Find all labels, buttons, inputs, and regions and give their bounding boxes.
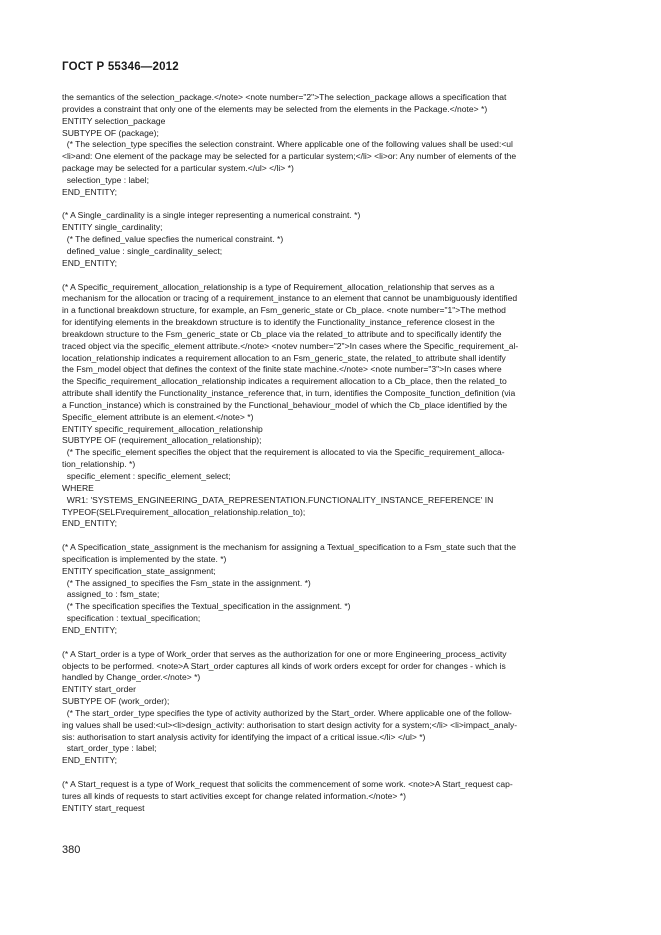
blank-line bbox=[62, 199, 597, 211]
text-line: assigned_to : fsm_state; bbox=[62, 589, 160, 600]
document-body bbox=[62, 92, 597, 814]
text-line: (* A Single_cardinality is a single integer representing a numerical constraint. *) bbox=[62, 210, 361, 221]
text-line: tures all kinds of requests to start activities except for change related information.</note> *) bbox=[62, 790, 406, 801]
text-line: ing values shall be used:<ul><li>design_activity: authorisation to start design activity for a system;</li> <li>impact_analy- bbox=[62, 719, 518, 730]
text-line: traced object via the specific_element attribute.</note> <notev number="2">In cases where the Specific_requirement_al- bbox=[62, 340, 519, 351]
text-line: specific_element : specific_element_select; bbox=[62, 471, 231, 481]
text-line: SUBTYPE OF (package); bbox=[62, 127, 159, 138]
text-line: SUBTYPE OF (work_order); bbox=[62, 696, 170, 707]
text-line: ENTITY specification_state_assignment; bbox=[62, 565, 216, 576]
text-line: the Fsm_model object that defines the context of the finite state machine.</note> <note number="3">In cases where bbox=[62, 364, 502, 375]
text-line: (* The defined_value specfies the numerical constraint. *) bbox=[62, 234, 284, 245]
text-line: SUBTYPE OF (requirement_allocation_relationship); bbox=[62, 435, 262, 446]
text-line: (* A Start_order is a type of Work_order that serves as the authorization for one or more Engineering_process_activity bbox=[62, 648, 507, 659]
page-number: 380 bbox=[62, 844, 81, 856]
blank-line bbox=[62, 530, 597, 542]
text-line: ENTITY start_request bbox=[62, 802, 145, 813]
blank-line bbox=[62, 637, 597, 649]
text-line: END_ENTITY; bbox=[62, 186, 118, 197]
text-line: for identifying elements in the breakdown structure is to identify the Functionality_instance_reference closest in the bbox=[62, 317, 495, 328]
text-line: WR1: 'SYSTEMS_ENGINEERING_DATA_REPRESENTATION.FUNCTIONALITY_INSTANCE_REFERENCE' IN bbox=[62, 494, 494, 505]
text-line: provides a constraint that only one of the elements may be selected from the elements in the Package.</note> *) bbox=[62, 103, 488, 114]
text-line: sis: authorisation to start analysis activity for identifying the impact of a critical issue.</li> </ul> *) bbox=[62, 731, 426, 742]
text-line: a Function_instance) which is constrained by the Functional_behaviour_model of which the Cb_place identified by the bbox=[62, 399, 508, 410]
text-line: handled by Change_order.</note> *) bbox=[62, 672, 201, 683]
text-line: Specific_element attribute is an element.</note> *) bbox=[62, 411, 254, 422]
text-line: specification : textual_specification; bbox=[62, 613, 201, 624]
text-line: END_ENTITY; bbox=[62, 755, 118, 766]
text-line: location_relationship indicates a requirement allocation to an Fsm_generic_state, the related_to attribute shall identify bbox=[62, 352, 506, 363]
text-line: in a functional breakdown structure, for example, an Fsm_generic_state or Cb_place. <note number="1">The method bbox=[62, 305, 506, 316]
text-line: ENTITY single_cardinality; bbox=[62, 222, 163, 233]
text-line: selection_type : label; bbox=[62, 174, 149, 185]
text-line: WHERE bbox=[62, 482, 94, 493]
text-line: objects to be performed. <note>A Start_order captures all kinds of work orders except for order for changes - which is bbox=[62, 660, 506, 671]
text-line: (* The start_order_type specifies the type of activity authorized by the Start_order. Where applicable one of the follow- bbox=[62, 707, 512, 718]
text-line: END_ENTITY; bbox=[62, 257, 118, 268]
blank-line bbox=[62, 767, 597, 779]
text-line: the semantics of the selection_package.</note> <note number="2">The selection_package allows a specification that bbox=[62, 92, 507, 102]
text-line: ENTITY selection_package bbox=[62, 115, 166, 126]
text-line: (* A Specific_requirement_allocation_relationship is a type of Requirement_allocation_relationship that serves as a bbox=[62, 281, 495, 292]
text-line: defined_value : single_cardinality_select; bbox=[62, 245, 223, 256]
blank-line bbox=[62, 270, 597, 282]
text-line: start_order_type : label; bbox=[62, 743, 157, 754]
text-line: ENTITY specific_requirement_allocation_relationship bbox=[62, 423, 263, 434]
text-line: the Specific_requirement_allocation_relationship indicates a requirement allocation to a Cb_place, then the related_to bbox=[62, 376, 507, 387]
text-line: (* The assigned_to specifies the Fsm_state in the assignment. *) bbox=[62, 577, 311, 588]
text-line: mechanism for the allocation or tracing of a requirement_instance to an element that cannot be unambiguously identified bbox=[62, 293, 518, 304]
text-line: breakdown structure to the Fsm_generic_state or Cb_place via the related_to attribute and to specifically identify the bbox=[62, 328, 502, 339]
text-line: attribute shall identify the Functionality_instance_reference that, in turn, identifies the Composite_function_definition (via bbox=[62, 388, 516, 399]
text-line: package may be selected for a particular system.</ul> </li> *) bbox=[62, 163, 294, 174]
text-line: tion_relationship. *) bbox=[62, 459, 136, 470]
text-line: <li>and: One element of the package may be selected for a particular system;</li> <li>or: Any number of elements of the bbox=[62, 151, 517, 162]
document-header: ГОСТ Р 55346—2012 bbox=[62, 61, 179, 73]
text-line: (* The specification specifies the Textual_specification in the assignment. *) bbox=[62, 601, 351, 612]
text-line: (* A Specification_state_assignment is the mechanism for assigning a Textual_specification to a Fsm_state such that the bbox=[62, 542, 517, 553]
text-line: (* The selection_type specifies the selection constraint. Where applicable one of the following values shall be used:<ul bbox=[62, 139, 513, 150]
text-line: (* A Start_request is a type of Work_request that solicits the commencement of some work. <note>A Start_request cap- bbox=[62, 778, 513, 789]
text-line: ENTITY start_order bbox=[62, 684, 136, 695]
text-line: TYPEOF(SELF\requirement_allocation_relationship.relation_to); bbox=[62, 506, 306, 517]
text-line: specification is implemented by the state. *) bbox=[62, 553, 227, 564]
text-line: (* The specific_element specifies the object that the requirement is allocated to via the Specific_requirement_alloca- bbox=[62, 447, 505, 458]
text-line: END_ENTITY; bbox=[62, 624, 118, 635]
text-line: END_ENTITY; bbox=[62, 518, 118, 529]
